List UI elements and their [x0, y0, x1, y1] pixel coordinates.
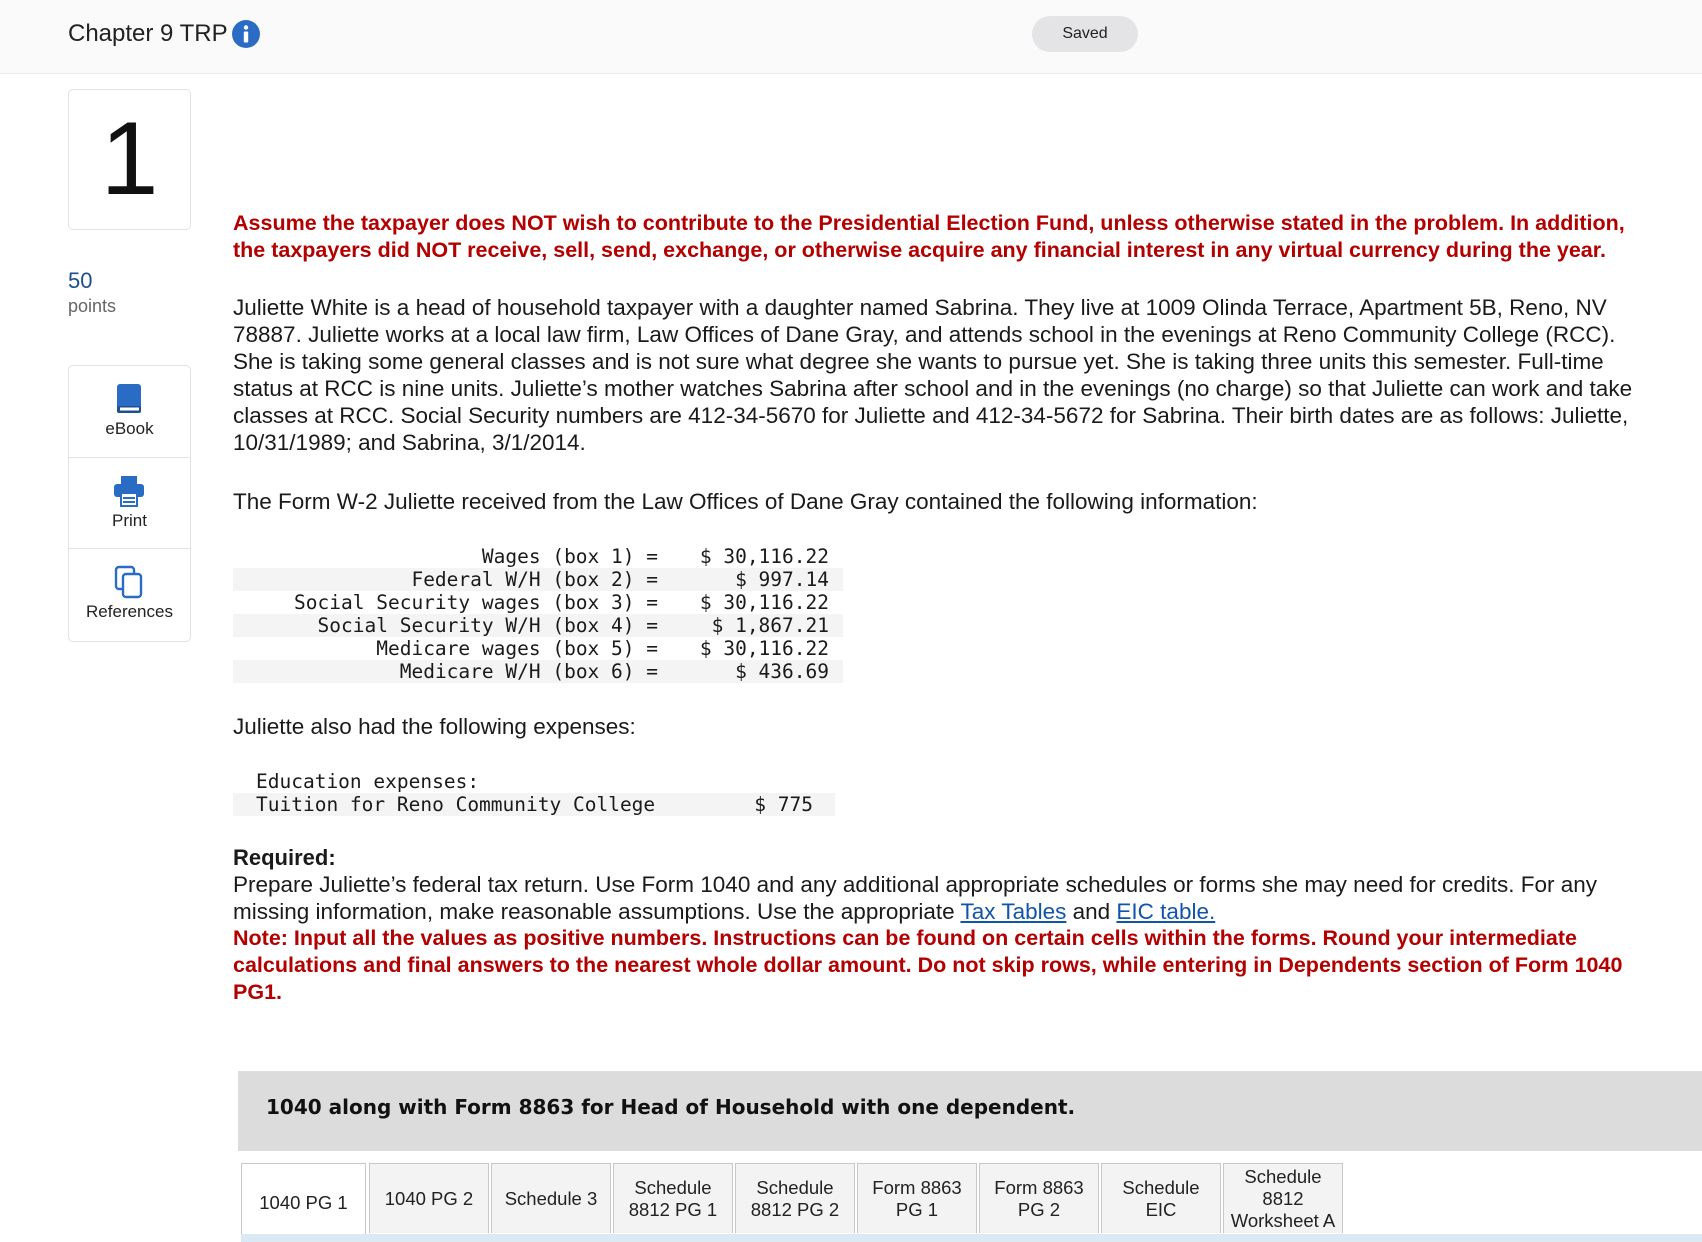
- w2-label: Federal W/H (box 2) =: [233, 568, 666, 591]
- expenses-intro: Juliette also had the following expenses:: [233, 714, 636, 739]
- expense-label: Tuition for Reno Community College: [233, 793, 681, 816]
- w2-label: Social Security wages (box 3) =: [294, 591, 658, 614]
- tab-form-8863-pg1[interactable]: Form 8863 PG 1: [857, 1163, 977, 1233]
- w2-value: $ 436.69: [666, 660, 843, 683]
- table-row: [233, 614, 843, 637]
- tab-form-8863-pg2[interactable]: Form 8863 PG 2: [979, 1163, 1099, 1233]
- book-icon: [112, 382, 146, 416]
- w2-label: Social Security W/H (box 4) =: [233, 614, 666, 637]
- info-icon[interactable]: [231, 19, 261, 49]
- saved-status-badge: Saved: [1032, 16, 1138, 52]
- tab-1040-pg2[interactable]: 1040 PG 2: [369, 1163, 489, 1233]
- ebook-button[interactable]: [69, 366, 190, 457]
- expenses-heading: Education expenses:: [256, 770, 480, 793]
- top-bar: [0, 0, 1702, 74]
- tab-1040-pg1[interactable]: 1040 PG 1: [241, 1163, 366, 1242]
- w2-value: $ 30,116.22: [699, 545, 829, 568]
- form-body-top: [241, 1234, 1702, 1242]
- w2-value: $ 30,116.22: [699, 637, 829, 660]
- w2-intro: The Form W-2 Juliette received from the Law Offices of Dane Gray contained the following information:: [233, 489, 1258, 514]
- w2-label: Wages (box 1) =: [481, 545, 658, 568]
- points-value: 50: [68, 268, 93, 293]
- copy-icon: [112, 565, 146, 599]
- points-label: points: [68, 296, 117, 316]
- note-alert: Note: Input all the values as positive numbers. Instructions can be found on certain cells within the forms. Round your intermediate calculations and final answers to the nearest whole dollar amount. Do not skip rows, while entering in Dependents section of Form 1040 PG1.: [233, 926, 1623, 1004]
- empty-cell: [681, 770, 835, 793]
- tab-schedule-8812-worksheet-a[interactable]: Schedule 8812 Worksheet A: [1223, 1163, 1343, 1233]
- required-and: and: [1066, 899, 1117, 924]
- w2-value: $ 997.14: [666, 568, 843, 591]
- table-row: [233, 545, 843, 568]
- print-label: Print: [112, 511, 147, 530]
- table-row: [233, 660, 843, 683]
- assignment-title: Chapter 9 TRP: [68, 20, 228, 47]
- print-button[interactable]: [69, 457, 190, 549]
- question-number: 1: [68, 89, 191, 230]
- w2-table: [233, 545, 843, 683]
- ebook-label: eBook: [105, 419, 154, 438]
- instructions-alert: Assume the taxpayer does NOT wish to contribute to the Presidential Election Fund, unless otherwise stated in the problem. In addition, the taxpayers did NOT receive, sell, send, exchange, or otherwise acquire any financial interest in any virtual currency during the year.: [233, 211, 1625, 262]
- expense-value: $ 775: [681, 793, 835, 816]
- table-row: [233, 637, 843, 660]
- references-button[interactable]: [69, 548, 190, 640]
- required-text-body: Prepare Juliette’s federal tax return. Use Form 1040 and any additional appropriate schedules or forms she may need for credits. For any missing information, make reasonable assumptions. Use the appropriate: [233, 872, 1598, 924]
- form-panel-title: 1040 along with Form 8863 for Head of Household with one dependent.: [266, 1095, 1076, 1119]
- question-content: [233, 210, 1643, 1006]
- tax-tables-link[interactable]: Tax Tables: [960, 899, 1067, 924]
- form-panel-header: [238, 1071, 1702, 1151]
- eic-table-link[interactable]: EIC table.: [1116, 899, 1216, 924]
- table-row: [233, 793, 835, 816]
- tab-schedule-3[interactable]: Schedule 3: [491, 1163, 611, 1233]
- tools-panel: [68, 365, 191, 642]
- table-row: [233, 568, 843, 591]
- tab-schedule-eic[interactable]: Schedule EIC: [1101, 1163, 1221, 1233]
- required-heading: Required:: [233, 845, 336, 870]
- printer-icon: [112, 474, 146, 508]
- expenses-table: [233, 770, 835, 816]
- required-text: [233, 871, 1643, 925]
- tab-schedule-8812-pg2[interactable]: Schedule 8812 PG 2: [735, 1163, 855, 1233]
- references-label: References: [86, 602, 173, 621]
- w2-label: Medicare wages (box 5) =: [376, 637, 658, 660]
- w2-value: $ 30,116.22: [699, 591, 829, 614]
- table-row: [233, 591, 843, 614]
- table-row: [233, 770, 835, 793]
- w2-label: Medicare W/H (box 6) =: [233, 660, 666, 683]
- scenario-paragraph: Juliette White is a head of household taxpayer with a daughter named Sabrina. They live at 1009 Olinda Terrace, Apartment 5B, Reno, NV 78887. Juliette works at a local law firm, Law Offices of Dane Gray, and attends school in the evenings at Reno Community College (RCC). She is taking some general classes and is not sure what degree she wants to pursue yet. She is taking three units this semester. Full-time status at RCC is nine units. Juliette’s mother watches Sabrina after school and in the evenings (no charge) so that Juliette can work and take classes at RCC. Social Security numbers are 412-34-5670 for Juliette and 412-34-5672 for Sabrina. Their birth dates are as follows: Juliette, 10/31/1989; and Sabrina, 3/1/2014.: [233, 295, 1633, 455]
- tab-schedule-8812-pg1[interactable]: Schedule 8812 PG 1: [613, 1163, 733, 1233]
- w2-value: $ 1,867.21: [666, 614, 843, 637]
